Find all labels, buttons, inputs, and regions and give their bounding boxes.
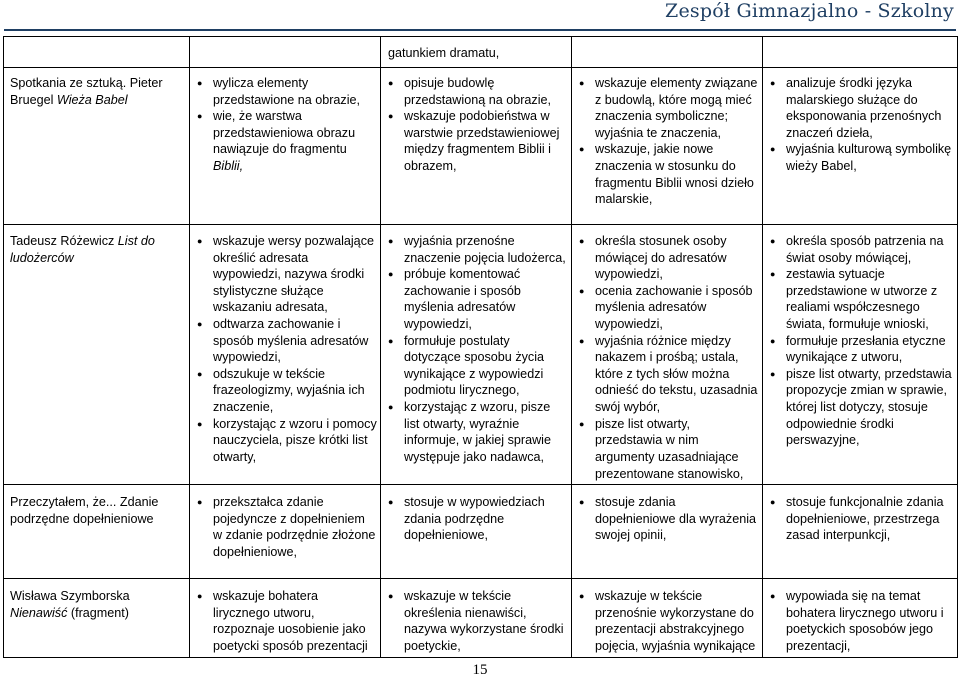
list-item: ● formułuje przesłania etyczne wynikające z utworu, — [786, 333, 954, 366]
list-item: ● próbuje komentować zachowanie i sposób myślenia adresatów wypowiedzi, — [404, 266, 568, 332]
requirement-cell — [190, 579, 381, 657]
list-item: ● wskazuje bohatera lirycznego utworu, rozpoznaje uosobienie jako poetycki sposób prezentacji — [213, 588, 377, 654]
list-item: ● opisuje budowlę przedstawioną na obrazie, — [404, 75, 568, 108]
list-item: ● wypowiada się na temat bohatera lirycznego utworu i poetyckich sposobów jego prezentacji, — [786, 588, 954, 654]
list-item: ● odszukuje w tekście frazeologizmy, wyjaśnia ich znaczenie, — [213, 366, 377, 416]
requirement-cell — [572, 68, 763, 225]
table-row — [4, 579, 958, 657]
list-item: ● określa sposób patrzenia na świat osoby mówiącej, — [786, 233, 954, 266]
topic-title-italic: Nienawiść — [10, 605, 68, 620]
list-item: ● wskazuje podobieństwa w warstwie przedstawieniowej między fragmentem Biblii i obrazem, — [404, 108, 568, 174]
list-item: ● wskazuje elementy związane z budowlą, które mogą mieć znaczenia symboliczne; wyjaśnia te znaczenia, — [595, 75, 759, 141]
requirement-cell — [381, 68, 572, 225]
list-item: ● korzystając z wzoru i pomocy nauczyciela, pisze krótki list otwarty, — [213, 416, 377, 466]
list-item: ● określa stosunek osoby mówiącej do adresatów wypowiedzi, — [595, 233, 759, 283]
list-item: ● wskazuje wersy pozwalające określić adresata wypowiedzi, nazywa środki stylistyczne służące wskazaniu adresata, — [213, 233, 377, 316]
requirement-cell — [381, 37, 572, 68]
requirement-cell — [763, 485, 958, 579]
list-item: ● wylicza elementy przedstawione na obrazie, — [213, 75, 377, 108]
school-name-header: Zespół Gimnazjalno - Szkolny — [665, 0, 954, 22]
list-item: ● wskazuje w tekście określenia nienawiści, nazywa wykorzystane środki poetyckie, — [404, 588, 568, 654]
requirement-cell — [190, 225, 381, 485]
topic-title: Spotkania ze sztuką. Pieter Bruegel — [10, 76, 163, 107]
list-item: ● wskazuje, jakie nowe znaczenia w stosunku do fragmentu Biblii wnosi dzieło malarskie, — [595, 141, 759, 207]
list-item: ● ocenia zachowanie i sposób myślenia adresatów wypowiedzi, — [595, 283, 759, 333]
list-item: ● wyjaśnia kulturową symbolikę wieży Babel, — [786, 141, 954, 174]
list-item: ● wyjaśnia różnice między nakazem i prośbą; ustala, które z tych słów można odnieść do tekstu, uzasadnia swój wybór, — [595, 333, 759, 416]
list-item: ● pisze list otwarty, przedstawia propozycje zmian w sprawie, której list dotyczy, stosuje odpowiednie środki perswazyjne, — [786, 366, 954, 449]
list-item: ● wie, że warstwa przedstawieniowa obrazu nawiązuje do fragmentu Biblii, — [213, 108, 377, 174]
list-item: ● formułuje postulaty dotyczące sposobu życia wynikające z wypowiedzi podmiotu lirycznego, — [404, 333, 568, 399]
list-item: ● zestawia sytuacje przedstawione w utworze z realiami współczesnego świata, formułuje wnioski, — [786, 266, 954, 332]
table-row — [4, 37, 958, 68]
list-item: ● wyjaśnia przenośne znaczenie pojęcia ludożerca, — [404, 233, 568, 266]
requirement-cell — [572, 37, 763, 68]
topic-title: Przeczytałem, że... Zdanie podrzędne dopełnieniowe — [10, 495, 159, 526]
table-row — [4, 225, 958, 485]
topic-title-italic: List do ludożerców — [10, 234, 155, 265]
topic-cell — [4, 37, 190, 68]
topic-title: Wisława Szymborska — [10, 589, 130, 604]
topic-cell — [4, 225, 190, 485]
requirement-cell — [381, 579, 572, 657]
list-item: ● przekształca zdanie pojedyncze z dopełnieniem w zdanie podrzędnie złożone dopełnieniowe, — [213, 494, 377, 560]
topic-title-italic: Wieża Babel — [56, 92, 128, 107]
list-item: ● wskazuje w tekście przenośnie wykorzystane do prezentacji abstrakcyjnego pojęcia, wyjaśnia wynikające — [595, 588, 759, 654]
topic-title: Tadeusz Różewicz — [10, 234, 118, 248]
requirement-cell — [381, 225, 572, 485]
list-item: ● stosuje funkcjonalnie zdania dopełnieniowe, przestrzega zasad interpunkcji, — [786, 494, 954, 544]
topic-cell — [4, 579, 190, 657]
requirement-text: gatunkiem dramatu, — [388, 46, 500, 60]
requirement-cell — [190, 485, 381, 579]
header-rule — [4, 29, 956, 31]
requirement-cell — [190, 37, 381, 68]
list-item: ● analizuje środki języka malarskiego służące do eksponowania przenośnych znaczeń dzieła, — [786, 75, 954, 141]
list-item: ● korzystając z wzoru, pisze list otwarty, wyraźnie informuje, w jakiej sprawie występuje jako nadawca, — [404, 399, 568, 465]
table-row — [4, 485, 958, 579]
requirement-cell — [381, 485, 572, 579]
list-item: ● stosuje w wypowiedziach zdania podrzędne dopełnieniowe, — [404, 494, 568, 544]
list-item: ● pisze list otwarty, przedstawia w nim argumenty uzasadniające prezentowane stanowisko, — [595, 416, 759, 482]
page-number: 15 — [472, 662, 488, 678]
requirement-cell — [763, 68, 958, 225]
topic-title-suffix: (fragment) — [67, 605, 129, 620]
table-row — [4, 68, 958, 225]
requirement-cell — [572, 225, 763, 485]
requirement-cell — [763, 225, 958, 485]
topic-cell — [4, 485, 190, 579]
requirement-cell — [572, 485, 763, 579]
requirement-cell — [572, 579, 763, 657]
topic-cell — [4, 68, 190, 225]
requirement-cell — [763, 579, 958, 657]
requirement-cell — [763, 37, 958, 68]
curriculum-table — [3, 36, 958, 658]
list-item: ● odtwarza zachowanie i sposób myślenia adresatów wypowiedzi, — [213, 316, 377, 366]
list-item: ● stosuje zdania dopełnieniowe dla wyrażenia swojej opinii, — [595, 494, 759, 544]
requirement-cell — [190, 68, 381, 225]
